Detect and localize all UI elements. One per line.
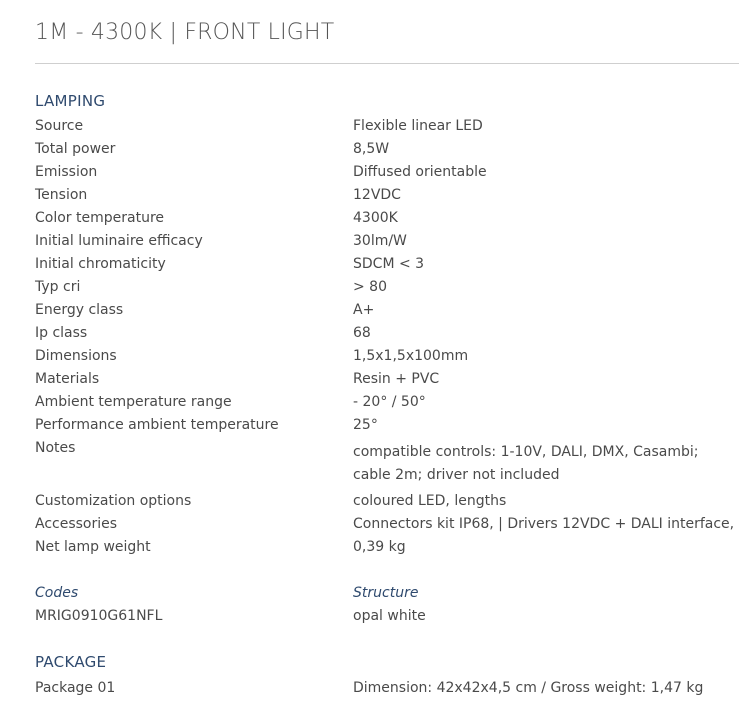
lamping-heading: LAMPING [35, 92, 106, 110]
spec-label: Accessories [35, 516, 118, 532]
spec-value: A+ [353, 302, 375, 318]
spec-label: Color temperature [35, 210, 165, 226]
spec-row-ip-class [35, 322, 739, 345]
spec-row-source [35, 115, 739, 138]
spec-value: Flexible linear LED [353, 118, 483, 134]
title-divider [35, 63, 739, 64]
package-value: Dimension: 42x42x4,5 cm / Gross weight: 1,47 kg [353, 680, 704, 696]
spec-value: coloured LED, lengths [353, 493, 507, 509]
spec-label: Source [35, 118, 84, 134]
spec-label: Ip class [35, 325, 88, 341]
spec-value: Connectors kit IP68, | Drivers 12VDC + DALI interface, [353, 516, 735, 532]
codes-heading: Codes [35, 585, 79, 601]
spec-row-luminaire-efficacy [35, 230, 739, 253]
spec-label: Total power [35, 141, 116, 157]
spec-row-accessories [35, 513, 739, 536]
spec-row-notes [35, 437, 739, 487]
structure-column [353, 582, 426, 628]
structure-heading: Structure [353, 585, 419, 601]
spec-value: Diffused orientable [353, 164, 487, 180]
spec-label: Customization options [35, 493, 192, 509]
spec-label: Energy class [35, 302, 124, 318]
spec-value: > 80 [353, 279, 387, 295]
spec-value: 0,39 kg [353, 539, 406, 555]
spec-label: Emission [35, 164, 98, 180]
spec-label: Initial chromaticity [35, 256, 166, 272]
spec-row-performance-ambient-temperature [35, 414, 739, 437]
spec-value: SDCM < 3 [353, 256, 425, 272]
spec-label: Performance ambient temperature [35, 417, 279, 433]
product-code: MRIG0910G61NFL [35, 608, 163, 624]
spec-row-ambient-temperature-range [35, 391, 739, 414]
spec-row-net-lamp-weight [35, 536, 739, 559]
spec-label: Materials [35, 371, 100, 387]
spec-row-typ-cri [35, 276, 739, 299]
spec-value: 1,5x1,5x100mm [353, 348, 469, 364]
spec-value: - 20° / 50° [353, 394, 426, 410]
spec-row-materials [35, 368, 739, 391]
structure-value: opal white [353, 608, 426, 624]
spec-row-tension [35, 184, 739, 207]
spec-row-energy-class [35, 299, 739, 322]
package-heading: PACKAGE [35, 653, 107, 671]
page-title: 1M - 4300K | FRONT LIGHT [35, 20, 335, 45]
spec-row-total-power [35, 138, 739, 161]
spec-row-customization-options [35, 490, 739, 513]
spec-value: Resin + PVC [353, 371, 440, 387]
spec-row-color-temperature [35, 207, 739, 230]
package-label: Package 01 [35, 680, 116, 696]
spec-value: 8,5W [353, 141, 390, 157]
spec-label: Dimensions [35, 348, 117, 364]
spec-value: compatible controls: 1-10V, DALI, DMX, Casambi; cable 2m; driver not included [353, 444, 699, 483]
spec-row-chromaticity [35, 253, 739, 276]
spec-label: Initial luminaire efficacy [35, 233, 203, 249]
spec-label: Net lamp weight [35, 539, 151, 555]
spec-label: Tension [35, 187, 88, 203]
package-row [35, 677, 739, 700]
spec-value: 68 [353, 325, 371, 341]
spec-label: Ambient temperature range [35, 394, 232, 410]
spec-value: 25° [353, 417, 378, 433]
spec-label: Typ cri [35, 279, 81, 295]
spec-value: 30lm/W [353, 233, 407, 249]
spec-label: Notes [35, 440, 76, 456]
spec-row-dimensions [35, 345, 739, 368]
lamping-spec-list [35, 115, 739, 559]
spec-row-emission [35, 161, 739, 184]
codes-column [35, 582, 162, 628]
spec-value: 4300K [353, 210, 398, 226]
spec-value: 12VDC [353, 187, 401, 203]
